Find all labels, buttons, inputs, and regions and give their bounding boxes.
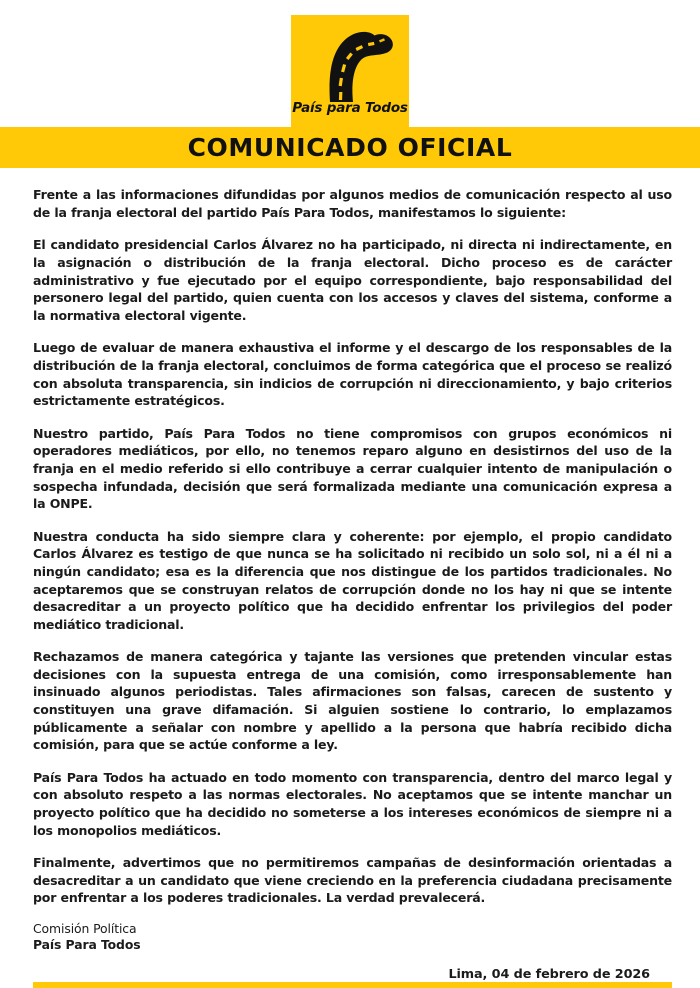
logo-area <box>0 0 700 127</box>
paragraph: Luego de evaluar de manera exhaustiva el informe y el descargo de los responsables de la distribución de la franja electoral, concluimos de forma categórica que el proceso se realizó con absoluta transparencia, sin indicios de corrupción ni direccionamiento, y bajo criterios estrictamente estratégicos. <box>33 340 672 409</box>
document-body <box>0 168 700 988</box>
party-logo <box>291 15 409 127</box>
paragraph: Rechazamos de manera categórica y tajante las versiones que pretenden vincular estas decisiones con la supuesta entrega de una comisión, como irresponsablemente han insinuado algunos periodistas. Tales afirmaciones son falsas, carecen de sustento y constituyen una grave difamación. Si alguien sostiene lo contrario, lo emplazamos públicamente a señalar con nombre y apellido a la persona que habría recibido dicha comisión, para que se actúe conforme a ley. <box>33 649 672 753</box>
signature-role: Comisión Política <box>33 921 137 936</box>
signature-block <box>33 921 672 953</box>
paragraph: Nuestro partido, País Para Todos no tiene compromisos con grupos económicos ni operadores mediáticos, por ello, no tenemos reparo alguno en desistirnos del uso de la franja en el medio referido si ello contribuye a cerrar cualquier intento de manipulación o sospecha infundada, decisión que será formalizada mediante una comunicación expresa a la ONPE. <box>33 425 672 512</box>
paragraph: País Para Todos ha actuado en todo momento con transparencia, dentro del marco legal y con absoluto respeto a las normas electorales. No aceptamos que se intente manchar un proyecto político que ha decidido no someterse a los intereses económicos de siempre ni a los monopolios mediáticos. <box>33 769 672 838</box>
banner-title: COMUNICADO OFICIAL <box>187 133 513 163</box>
paragraph: Nuestra conducta ha sido siempre clara y coherente: por ejemplo, el propio candidato Carlos Álvarez es testigo de que nunca se ha solicitado ni recibido un solo sol, ni a él ni a ningún candidato; esa es la diferencia que nos distingue de los partidos tradicionales. No aceptaremos que se construyan relatos de corrupción donde no los hay ni que se intente desacreditar a un proyecto político que ha decidido enfrentar los privilegios del poder mediático tradicional. <box>33 528 672 632</box>
paragraph: Frente a las informaciones difundidas por algunos medios de comunicación respecto al uso de la franja electoral del partido País Para Todos, manifestamos lo siguiente: <box>33 187 672 220</box>
paragraph: Finalmente, advertimos que no permitiremos campañas de desinformación orientadas a desacreditar a un candidato que viene creciendo en la preferencia ciudadana precisamente por enfrentar a los poderes tradicionales. La verdad prevalecerá. <box>33 855 672 906</box>
winding-road-icon <box>298 16 402 102</box>
date-row <box>33 967 672 982</box>
bottom-accent-rule <box>33 982 672 988</box>
document-date: Lima, 04 de febrero de 2026 <box>448 967 650 982</box>
signature-party: País Para Todos <box>33 937 141 952</box>
paragraph: El candidato presidencial Carlos Álvarez no ha participado, ni directa ni indirectamente, en la asignación o distribución de la franja electoral. Dicho proceso es de carácter administrativo y fue ejecutado por el equipo correspondiente, bajo responsabilidad del personero legal del partido, quien cuenta con los accesos y claves del sistema, conforme a la normativa electoral vigente. <box>33 237 672 323</box>
logo-wordmark: País para Todos <box>292 100 408 116</box>
official-statement-banner <box>0 127 700 168</box>
